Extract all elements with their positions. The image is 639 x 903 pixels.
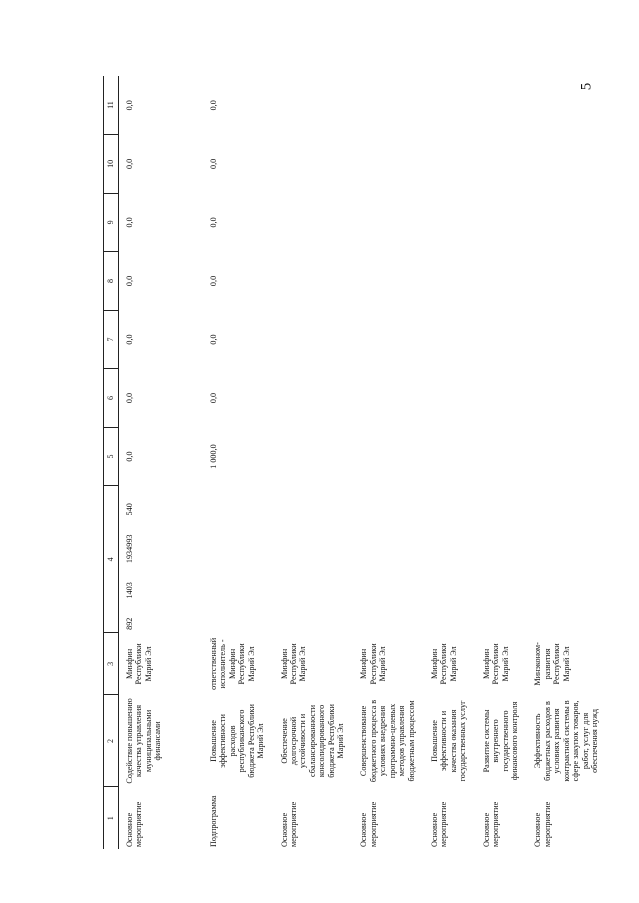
row-type: Основное мероприятие bbox=[279, 801, 298, 847]
header-cell: 6 bbox=[104, 369, 119, 428]
row-type: Основное мероприятие bbox=[533, 801, 552, 847]
row-executor: ответственный исполнитель - Минфин Республики Марий Эл bbox=[209, 637, 256, 690]
code-grbs: 892 bbox=[125, 617, 134, 630]
row-type: Подпрограмма bbox=[209, 795, 218, 847]
value-cell: 0,0 bbox=[125, 275, 134, 287]
page-number: 5 bbox=[578, 82, 595, 91]
value-cell: 0,0 bbox=[209, 392, 218, 404]
value-cell: 0,0 bbox=[125, 158, 134, 169]
program-table bbox=[103, 76, 607, 849]
header-cell: 2 bbox=[104, 695, 119, 787]
row-executor: Минэконом-развития Республики Марий Эл bbox=[533, 642, 571, 686]
row-executor: Минфин Республики Марий Эл bbox=[481, 643, 510, 685]
code-rzpr: 1403 bbox=[125, 582, 134, 599]
value-cell: 0,0 bbox=[125, 217, 134, 228]
value-cell: 0,0 bbox=[125, 392, 134, 404]
empty-cell bbox=[476, 76, 528, 633]
empty-cell bbox=[353, 76, 424, 633]
row-code bbox=[119, 486, 204, 633]
table-row bbox=[353, 76, 424, 849]
row-name: Развитие системы внутреннего государственного финансового контроля bbox=[481, 701, 519, 781]
value-cell: 1 000,0 bbox=[209, 444, 218, 469]
header-cell: 4 bbox=[104, 486, 119, 633]
row-name: Эффективность бюджетных расходов в условиях развития контрактной системы в сфере закупок товаров, работ, услуг для обеспечения нужд bbox=[533, 700, 599, 782]
table-row bbox=[476, 76, 528, 849]
table-row bbox=[203, 76, 274, 849]
code-csr: 1934993 bbox=[125, 534, 134, 564]
row-type: Основное мероприятие bbox=[125, 801, 144, 847]
value-cell: 0,0 bbox=[209, 275, 218, 287]
row-code bbox=[203, 486, 274, 633]
value-cell: 0,0 bbox=[209, 158, 218, 169]
table-row bbox=[274, 76, 354, 849]
row-type: Основное мероприятие bbox=[430, 801, 449, 847]
header-cell: 7 bbox=[104, 310, 119, 369]
row-type: Основное мероприятие bbox=[359, 801, 378, 847]
table-row bbox=[527, 76, 607, 849]
row-name: Обеспечение долгосрочной устойчивости и сбалансированности консолидированного бюджета Республики Марий Эл bbox=[279, 704, 346, 778]
row-type: Основное мероприятие bbox=[481, 801, 501, 847]
empty-cell bbox=[424, 76, 476, 633]
empty-cell bbox=[274, 76, 354, 633]
rotated-sheet bbox=[103, 76, 599, 849]
row-executor: Минфин Республики Марий Эл bbox=[430, 643, 458, 685]
header-cell: 10 bbox=[104, 135, 119, 194]
header-row bbox=[104, 76, 119, 849]
value-cell: 0,0 bbox=[125, 334, 134, 345]
code-vr: 540 bbox=[125, 503, 134, 516]
row-executor: Минфин Республики Марий Эл bbox=[125, 643, 153, 685]
value-cell: 0,0 bbox=[209, 217, 218, 228]
value-cell: 0,0 bbox=[209, 334, 218, 345]
row-name: Повышение эффективности расходов республиканского бюджета Республики Марий Эл bbox=[209, 704, 266, 778]
row-name: Повышение эффективности и качества оказания государственных услуг bbox=[430, 700, 468, 782]
value-cell: 0,0 bbox=[209, 100, 218, 111]
table-row bbox=[424, 76, 476, 849]
value-cell: 0,0 bbox=[125, 451, 134, 462]
row-name: Совершенствование бюджетного процесса в условиях внедрения программно-целевых методов управления бюджетным процессом bbox=[359, 699, 416, 783]
row-name: Содействие повышению качества управления муниципальными финансами bbox=[125, 698, 163, 784]
row-executor: Минфин Республики Марий Эл bbox=[279, 643, 308, 685]
table-row bbox=[119, 76, 204, 849]
row-executor: Минфин Республики Марий Эл bbox=[359, 643, 388, 685]
header-cell: 9 bbox=[104, 193, 119, 252]
header-cell: 11 bbox=[104, 76, 119, 135]
value-cell: 0,0 bbox=[125, 100, 134, 111]
header-cell: 8 bbox=[104, 252, 119, 311]
header-cell: 1 bbox=[104, 787, 119, 849]
header-cell: 5 bbox=[104, 427, 119, 486]
header-cell: 3 bbox=[104, 633, 119, 695]
empty-cell bbox=[527, 76, 607, 633]
